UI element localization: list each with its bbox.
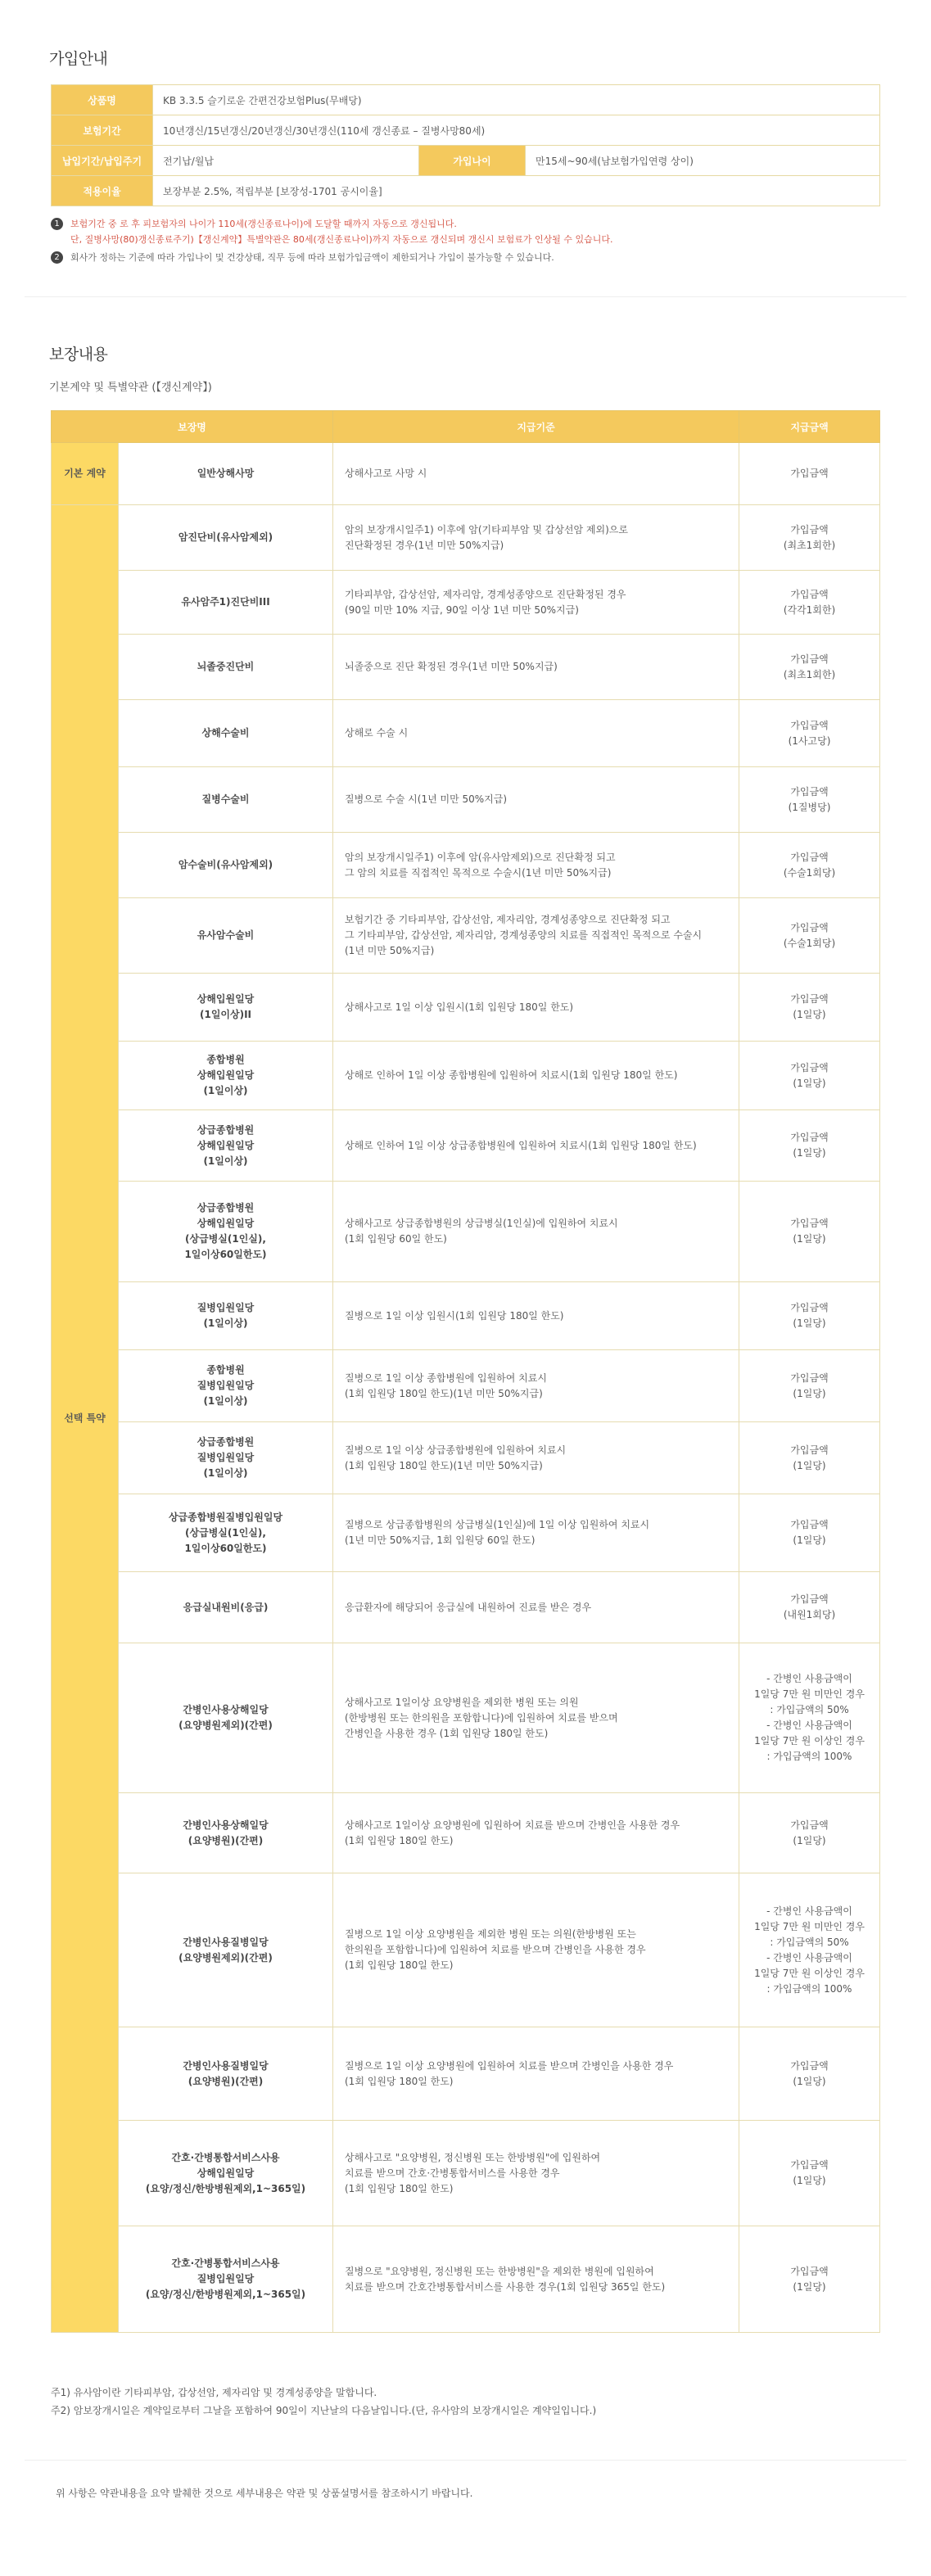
table-row [52, 1182, 880, 1282]
table-row [52, 1793, 880, 1873]
table-row [52, 1282, 880, 1350]
note-text: 회사가 정하는 기준에 따라 가입나이 및 건강상태, 직무 등에 따라 보험가입금액이 제한되거나 가입이 불가능할 수 있습니다. [70, 252, 554, 263]
table-row [52, 767, 880, 833]
coverage-name: 상해입원일당 (1일이상)II [119, 974, 333, 1042]
coverage-amount: 가입금액 (1사고당) [739, 700, 880, 767]
coverage-amount: 가입금액 [739, 443, 880, 505]
coverage-name: 간병인사용질병일당 (요양병원제외)(간편) [119, 1873, 333, 2027]
coverage-criteria: 암의 보장개시일주1) 이후에 암(유사암제외)으로 진단확정 되고 그 암의 치료를 직접적인 목적으로 수술시(1년 미만 50%지급) [333, 833, 739, 898]
footnotes [51, 2384, 596, 2420]
info-label: 가입나이 [419, 146, 526, 176]
info-value: KB 3.3.5 슬기로운 간편건강보험Plus(무배당) [153, 85, 880, 115]
coverage-name: 질병입원일당 (1일이상) [119, 1282, 333, 1350]
coverage-criteria: 응급환자에 해당되어 응급실에 내원하여 진료를 받은 경우 [333, 1572, 739, 1643]
info-row [52, 115, 880, 146]
coverage-amount: 가입금액 (1일당) [739, 974, 880, 1042]
coverage-criteria: 상해사고로 1일이상 요양병원에 입원하여 치료를 받으며 간병인을 사용한 경우 (1회 입원당 180일 한도) [333, 1793, 739, 1873]
number-2-icon: 2 [51, 251, 63, 264]
coverage-table [51, 410, 880, 2333]
table-row [52, 1873, 880, 2027]
coverage-amount: 가입금액 (1일당) [739, 1110, 880, 1182]
footnote: 주1) 유사암이란 기타피부암, 갑상선암, 제자리암 및 경계성종양을 말합니다. [51, 2387, 377, 2398]
number-1-icon: 1 [51, 218, 63, 230]
coverage-amount: 가입금액 (1일당) [739, 2027, 880, 2121]
bottom-notice: 위 사항은 약관내용을 요약 발췌한 것으로 세부내용은 약관 및 상품설명서를 참조하시기 바랍니다. [56, 2488, 473, 2499]
info-value: 10년갱신/15년갱신/20년갱신/30년갱신(110세 갱신종료 – 질병사망80세) [153, 115, 880, 146]
coverage-name: 종합병원 상해입원일당 (1일이상) [119, 1042, 333, 1110]
table-row [52, 1572, 880, 1643]
table-row [52, 443, 880, 505]
coverage-name: 종합병원 질병입원일당 (1일이상) [119, 1350, 333, 1422]
coverage-amount: 가입금액 (수술1회당) [739, 898, 880, 974]
info-row [52, 146, 880, 176]
coverage-amount: 가입금액 (1일당) [739, 1042, 880, 1110]
coverage-name: 상급종합병원 상해입원일당 (1일이상) [119, 1110, 333, 1182]
info-value: 전기납/월납 [153, 146, 419, 176]
header-criteria: 지급기준 [333, 411, 739, 443]
note-item [51, 250, 886, 265]
coverage-criteria: 상해사고로 상급종합병원의 상급병실(1인실)에 입원하여 치료시 (1회 입원당 60일 한도) [333, 1182, 739, 1282]
info-label: 납입기간/납입주기 [52, 146, 153, 176]
info-row [52, 85, 880, 115]
table-row [52, 1110, 880, 1182]
coverage-name: 상급종합병원 상해입원일당 (상급병실(1인실), 1일이상60일한도) [119, 1182, 333, 1282]
table-row [52, 1494, 880, 1572]
coverage-amount: 가입금액 (1일당) [739, 1422, 880, 1494]
coverage-name: 유사암주1)진단비III [119, 571, 333, 635]
coverage-criteria: 질병으로 1일 이상 상급종합병원에 입원하여 치료시 (1회 입원당 180일 한도)(1년 미만 50%지급) [333, 1422, 739, 1494]
coverage-criteria: 질병으로 수술 시(1년 미만 50%지급) [333, 767, 739, 833]
coverage-amount: 가입금액 (최초1회한) [739, 505, 880, 571]
coverage-criteria: 질병으로 1일 이상 입원시(1회 입원당 180일 한도) [333, 1282, 739, 1350]
table-row [52, 505, 880, 571]
coverage-name: 간호·간병통합서비스사용 질병입원일당 (요양/정신/한방병원제외,1~365일) [119, 2226, 333, 2333]
coverage-name: 간병인사용상해일당 (요양병원제외)(간편) [119, 1643, 333, 1793]
coverage-amount: 가입금액 (1일당) [739, 1282, 880, 1350]
category-optional: 선택 특약 [52, 505, 119, 2333]
join-notes [51, 216, 886, 265]
footnote: 주2) 암보장개시일은 계약일로부터 그날을 포함하여 90일이 지난날의 다음날입니다.(단, 유사암의 보장개시일은 계약일입니다.) [51, 2405, 597, 2416]
table-row [52, 898, 880, 974]
table-row [52, 1643, 880, 1793]
coverage-name: 상급종합병원질병입원일당 (상급병실(1인실), 1일이상60일한도) [119, 1494, 333, 1572]
coverage-name: 뇌졸중진단비 [119, 635, 333, 700]
coverage-name: 질병수술비 [119, 767, 333, 833]
coverage-name: 상급종합병원 질병입원일당 (1일이상) [119, 1422, 333, 1494]
coverage-criteria: 보험기간 중 기타피부암, 갑상선암, 제자리암, 경계성종양으로 진단확정 되고 그 기타피부암, 갑상선암, 제자리암, 경계성종양의 치료를 직접적인 목적으로 수술시 (1년 미만 50%지급) [333, 898, 739, 974]
coverage-name: 상해수술비 [119, 700, 333, 767]
coverage-criteria: 상해로 인하여 1일 이상 상급종합병원에 입원하여 치료시(1회 입원당 180일 한도) [333, 1110, 739, 1182]
info-value: 만15세~90세(남보험가입연령 상이) [526, 146, 880, 176]
table-row [52, 700, 880, 767]
info-value: 보장부분 2.5%, 적립부분 [보장성-1701 공시이율] [153, 176, 880, 206]
header-name: 보장명 [52, 411, 333, 443]
coverage-amount: 가입금액 (1일당) [739, 1350, 880, 1422]
divider [25, 2460, 906, 2461]
table-row [52, 635, 880, 700]
coverage-criteria: 기타피부암, 갑상선암, 제자리암, 경계성종양으로 진단확정된 경우 (90일 미만 10% 지급, 90일 이상 1년 미만 50%지급) [333, 571, 739, 635]
category-basic: 기본 계약 [52, 443, 119, 505]
table-row [52, 833, 880, 898]
coverage-criteria: 질병으로 1일 이상 요양병원에 입원하여 치료를 받으며 간병인을 사용한 경우 (1회 입원당 180일 한도) [333, 2027, 739, 2121]
coverage-name: 간병인사용상해일당 (요양병원)(간편) [119, 1793, 333, 1873]
coverage-name: 일반상해사망 [119, 443, 333, 505]
coverage-name: 암수술비(유사암제외) [119, 833, 333, 898]
join-info-table [51, 84, 880, 206]
table-row [52, 1422, 880, 1494]
info-label: 보험기간 [52, 115, 153, 146]
coverage-amount: 가입금액 (1일당) [739, 1793, 880, 1873]
coverage-amount: 가입금액 (수술1회당) [739, 833, 880, 898]
coverage-criteria: 질병으로 1일 이상 종합병원에 입원하여 치료시 (1회 입원당 180일 한도)(1년 미만 50%지급) [333, 1350, 739, 1422]
divider [25, 296, 906, 297]
coverage-criteria: 질병으로 "요양병원, 정신병원 또는 한방병원"을 제외한 병원에 입원하여 치료를 받으며 간호간병통합서비스를 사용한 경우(1회 입원당 365일 한도) [333, 2226, 739, 2333]
coverage-name: 유사암수술비 [119, 898, 333, 974]
coverage-subtitle: 기본계약 및 특별약관 (【갱신계약】) [49, 382, 212, 394]
table-row [52, 974, 880, 1042]
coverage-amount: 가입금액 (1일당) [739, 2226, 880, 2333]
coverage-criteria: 상해사고로 사망 시 [333, 443, 739, 505]
coverage-amount: 가입금액 (1일당) [739, 1182, 880, 1282]
coverage-criteria: 상해로 인하여 1일 이상 종합병원에 입원하여 치료시(1회 입원당 180일 한도) [333, 1042, 739, 1110]
note-text: 단, 질병사망(80)갱신종료주기)【갱신계약】특별약관은 80세(갱신종료나이)까지 자동으로 갱신되며 갱신시 보험료가 인상될 수 있습니다. [70, 234, 613, 245]
table-row [52, 1042, 880, 1110]
coverage-name: 응급실내원비(응급) [119, 1572, 333, 1643]
info-label: 적용이율 [52, 176, 153, 206]
coverage-criteria: 상해사고로 1일이상 요양병원을 제외한 병원 또는 의원 (한방병원 또는 한의원을 포함합니다)에 입원하여 치료를 받으며 간병인을 사용한 경우 (1회 입원당 180일 한도) [333, 1643, 739, 1793]
coverage-amount: 가입금액 (1일당) [739, 1494, 880, 1572]
coverage-name: 간호·간병통합서비스사용 상해입원일당 (요양/정신/한방병원제외,1~365일) [119, 2121, 333, 2226]
info-row [52, 176, 880, 206]
coverage-amount: 가입금액 (각각1회한) [739, 571, 880, 635]
note-text: 보험기간 중 로 후 피보험자의 나이가 110세(갱신종료나이)에 도달할 때까지 자동으로 갱신됩니다. [70, 219, 457, 229]
coverage-criteria: 암의 보장개시일주1) 이후에 암(기타피부암 및 갑상선암 제외)으로 진단확정된 경우(1년 미만 50%지급) [333, 505, 739, 571]
coverage-amount: - 간병인 사용금액이 1일당 7만 원 미만인 경우 : 가입금액의 50% - 간병인 사용금액이 1일당 7만 원 이상인 경우 : 가입금액의 100% [739, 1873, 880, 2027]
coverage-criteria: 뇌졸중으로 진단 확정된 경우(1년 미만 50%지급) [333, 635, 739, 700]
coverage-amount: 가입금액 (1일당) [739, 2121, 880, 2226]
coverage-criteria: 상해사고로 1일 이상 입원시(1회 입원당 180일 한도) [333, 974, 739, 1042]
note-item [51, 216, 886, 247]
coverage-amount: 가입금액 (1질병당) [739, 767, 880, 833]
table-row [52, 2027, 880, 2121]
header-amount: 지급금액 [739, 411, 880, 443]
info-label: 상품명 [52, 85, 153, 115]
table-row [52, 2226, 880, 2333]
coverage-title: 보장내용 [49, 346, 108, 364]
coverage-criteria: 질병으로 상급종합병원의 상급병실(1인실)에 1일 이상 입원하여 치료시 (1년 미만 50%지급, 1회 입원당 60일 한도) [333, 1494, 739, 1572]
table-header-row [52, 411, 880, 443]
coverage-amount: - 간병인 사용금액이 1일당 7만 원 미만인 경우 : 가입금액의 50% - 간병인 사용금액이 1일당 7만 원 이상인 경우 : 가입금액의 100% [739, 1643, 880, 1793]
coverage-amount: 가입금액 (내원1회당) [739, 1572, 880, 1643]
coverage-criteria: 질병으로 1일 이상 요양병원을 제외한 병원 또는 의원(한방병원 또는 한의원을 포함합니다)에 입원하여 치료를 받으며 간병인을 사용한 경우 (1회 입원당 180일 한도) [333, 1873, 739, 2027]
coverage-name: 간병인사용질병일당 (요양병원)(간편) [119, 2027, 333, 2121]
table-row [52, 2121, 880, 2226]
coverage-name: 암진단비(유사암제외) [119, 505, 333, 571]
coverage-criteria: 상해사고로 "요양병원, 정신병원 또는 한방병원"에 입원하여 치료를 받으며 간호·간병통합서비스를 사용한 경우 (1회 입원당 180일 한도) [333, 2121, 739, 2226]
table-row [52, 1350, 880, 1422]
coverage-criteria: 상해로 수술 시 [333, 700, 739, 767]
table-row [52, 571, 880, 635]
coverage-amount: 가입금액 (최초1회한) [739, 635, 880, 700]
join-info-title: 가입안내 [49, 50, 108, 68]
